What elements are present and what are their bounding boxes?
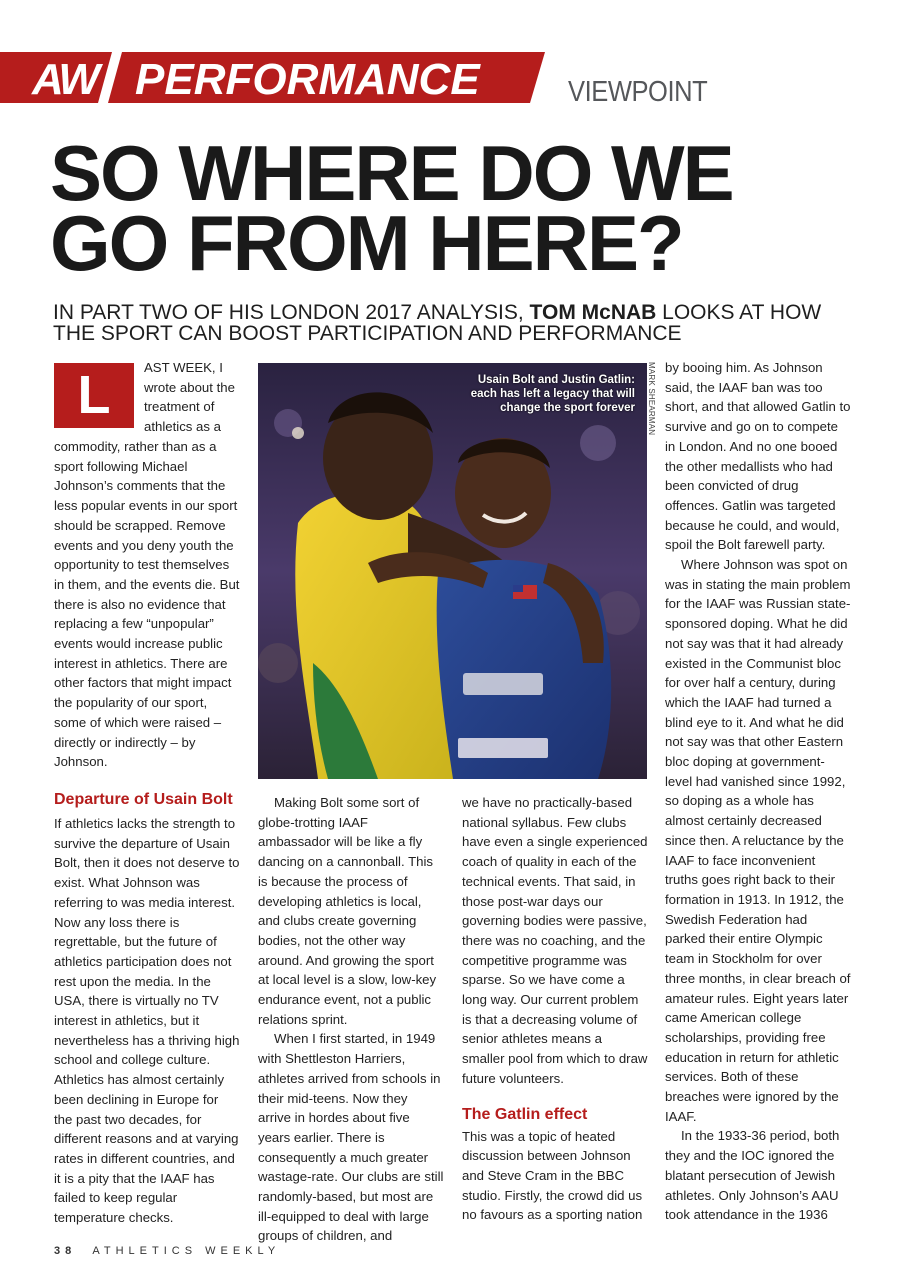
subhead-gatlin: The Gatlin effect <box>462 1105 588 1123</box>
drop-cap: L <box>54 363 134 428</box>
paragraph: Making Bolt some sort of globe-trotting IAAF ambassador will be like a fly dancing on a cannonball. This is because the process of developing athletics is local, and clubs create governing bodies, not the other way around. And growing the sport at local level is a slow, low-key endurance event, not a public relations sprint. <box>258 795 437 1027</box>
publication-name: ATHLETICS WEEKLY <box>92 1245 281 1257</box>
paragraph: If athletics lacks the strength to survive the departure of Usain Bolt, then it does not deserve to exist. What Johnson was referring to was media interest. Now any loss there is regrettable, but the future of athletics participation does not rest upon the media. In the USA, there is virtually no TV interest in athletics, but it nevertheless has a thriving high school and college culture. Athletics has almost certainly been declining in Europe for the past two decades, for different reasons and at varying rates in different countries, and it is a pity that the IAAF has failed to keep regular temperature checks. <box>54 816 240 1226</box>
photo-credit <box>646 362 656 436</box>
paragraph: commodity, rather than as a sport following Michael Johnson’s comments that the less popular events in our sport should be scrapped. Remove events and you deny youth the opportunity to test themselves in them, and the events die. But there is also no evidence that replacing a few “unpopular” events would increase public interest in athletics. There are other factors that might impact the popularity of our sport, some of which were raised – directly or indirectly – by Johnson. <box>54 439 240 770</box>
paragraph: by booing him. As Johnson said, the IAAF ban was too short, and that allowed Gatlin to survive and go on to compete in London. And no one booed the other medallists who had been convicted of drug offences. Gatlin was targeted because he could, and would, spoil the Bolt farewell party. <box>665 360 851 553</box>
section-category: VIEWPOINT <box>568 76 708 108</box>
intro-line: AST WEEK, I <box>144 360 223 375</box>
page-number: 38 <box>54 1245 77 1257</box>
intro-line: treatment of <box>144 399 215 415</box>
column-4 <box>665 358 851 1225</box>
paragraph: In the 1933-36 period, both they and the IOC ignored the blatant persecution of Jewish athletes. Only Johnson’s AAU took attendance in the 1936 <box>665 1128 840 1223</box>
column-3 <box>462 793 648 1225</box>
paragraph: Where Johnson was spot on was in stating the main problem for the IAAF was Russian state-sponsored doping. What he did not say was that it had already existed in the Communist bloc for over half a century, during which the IAAF had turned a blind eye to it. And what he did not say was that other Eastern bloc doping at government-level had vanished since 1992, so doping as a whole has almost certainly decreased since then. A reluctance by the IAAF to face inconvenient truths goes right back to their formation in 1913. In 1912, the Swedish Federation had parked their entire Olympic team in Stockholm for over three months, in clear breach of amateur rules. Eight years later came American college scholarships, providing free education in return for athletic services. Both of these breaches were ignored by the IAAF. <box>665 557 851 1124</box>
standfirst <box>53 302 853 344</box>
standfirst-pre: IN PART TWO OF HIS LONDON 2017 ANALYSIS, <box>53 301 530 324</box>
column-1-lower <box>54 790 240 1228</box>
standfirst-author: TOM McNAB <box>529 301 657 324</box>
page-title <box>50 129 870 287</box>
section-banner <box>0 52 545 103</box>
column-1-intro <box>144 358 244 437</box>
headline-line-1: SO WHERE DO WE <box>50 129 733 217</box>
athletes-photo-illustration <box>258 363 647 779</box>
subhead-departure: Departure of Usain Bolt <box>54 791 233 808</box>
page-footer <box>54 1245 280 1257</box>
paragraph: we have no practically-based national syllabus. Few clubs have even a single experienced coach of quality in each of the technical events. That said, in those post-war days our governing bodies were passive, there was no coaching, and the competitive programme was sparse. So we have come a long way. Our current problem is that a decreasing volume of senior athletes means a smaller pool from which to draw future volunteers. <box>462 795 648 1086</box>
brand-logo-text: AW <box>32 55 97 104</box>
paragraph: This was a topic of heated discussion between Johnson and Steve Cram in the BBC studio. Firstly, the crowd did us no favours as a sporting nation <box>462 1128 643 1223</box>
paragraph: When I first started, in 1949 with Shettleston Harriers, athletes arrived from schools in their mid-teens. Now they arrive in hordes about five years earlier. There is consequently a much greater wastage-rate. Our clubs are still randomly-based, but most are ill-equipped to deal with large groups of children, and <box>258 1031 444 1244</box>
section-name: PERFORMANCE <box>135 55 480 104</box>
headline-line-2: GO FROM HERE? <box>50 199 683 287</box>
column-1 <box>54 437 240 772</box>
intro-line: wrote about the <box>144 379 235 395</box>
standfirst-post: LOOKS AT HOW THE SPORT CAN BOOST PARTICIPATION AND PERFORMANCE <box>53 301 822 345</box>
intro-line: athletics as a <box>144 419 221 435</box>
article-photo <box>258 363 647 779</box>
photo-credit-text: MARK SHEARMAN <box>647 362 656 436</box>
photo-caption: Usain Bolt and Justin Gatlin: each has left a legacy that will change the sport forever <box>470 374 635 414</box>
column-2 <box>258 793 444 1246</box>
